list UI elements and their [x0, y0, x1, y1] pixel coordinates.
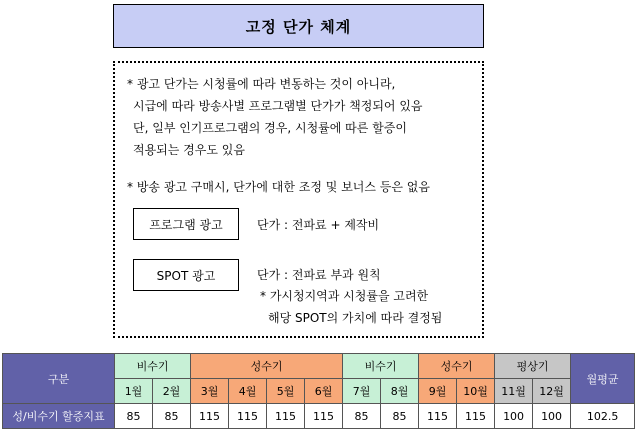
month-cell: 4월: [229, 379, 267, 404]
value-cell: 115: [305, 404, 343, 429]
table-group-row: [3, 354, 635, 379]
month-cell: 12월: [533, 379, 571, 404]
note-line-2: 시급에 따라 방송사별 프로그램별 단가가 책정되어 있음: [133, 99, 423, 113]
seasonal-index-table: [2, 353, 635, 429]
month-cell: 7월: [343, 379, 381, 404]
group-cell: 성수기: [191, 354, 343, 379]
header-label: 구분: [3, 354, 115, 404]
value-cell: 115: [229, 404, 267, 429]
value-cell: 115: [191, 404, 229, 429]
value-cell: 85: [115, 404, 153, 429]
value-cell: 85: [381, 404, 419, 429]
value-cell: 115: [457, 404, 495, 429]
month-cell: 8월: [381, 379, 419, 404]
page-title: 고정 단가 체계: [113, 4, 484, 48]
month-cell: 6월: [305, 379, 343, 404]
avg-value-cell: 102.5: [571, 404, 635, 429]
month-cell: 9월: [419, 379, 457, 404]
group-cell: 성수기: [419, 354, 495, 379]
value-cell: 100: [495, 404, 533, 429]
table-value-row: [3, 404, 635, 429]
month-cell: 2월: [153, 379, 191, 404]
program-ad-desc: 단가 : 전파료 + 제작비: [257, 218, 380, 232]
group-cell: 비수기: [343, 354, 419, 379]
spot-ad-sub1: * 가시청지역과 시청률을 고려한: [260, 289, 429, 303]
month-cell: 5월: [267, 379, 305, 404]
group-cell: 평상기: [495, 354, 571, 379]
spot-ad-label: SPOT 광고: [133, 259, 239, 291]
note-line-4: 적용되는 경우도 있음: [133, 143, 245, 157]
month-cell: 10월: [457, 379, 495, 404]
value-cell: 115: [419, 404, 457, 429]
value-cell: 100: [533, 404, 571, 429]
program-ad-label: 프로그램 광고: [133, 208, 239, 240]
month-cell: 1월: [115, 379, 153, 404]
note-line-1: * 광고 단가는 시청률에 따라 변동하는 것이 아니라,: [127, 77, 396, 91]
value-cell: 115: [267, 404, 305, 429]
month-cell: 3월: [191, 379, 229, 404]
row-label: 성/비수기 할증지표: [3, 404, 115, 429]
note-line-3: 단, 일부 인기프로그램의 경우, 시청률에 따른 할증이: [133, 121, 407, 135]
month-cell: 11월: [495, 379, 533, 404]
notes-panel: [113, 61, 484, 338]
value-cell: 85: [153, 404, 191, 429]
spot-ad-sub2: 해당 SPOT의 가치에 따라 결정됨: [268, 311, 443, 325]
value-cell: 85: [343, 404, 381, 429]
group-cell: 비수기: [115, 354, 191, 379]
avg-label: 월평균: [571, 354, 635, 404]
note-line-5: * 방송 광고 구매시, 단가에 대한 조정 및 보너스 등은 없음: [127, 180, 430, 194]
spot-ad-desc: 단가 : 전파료 부과 원칙: [257, 268, 381, 282]
